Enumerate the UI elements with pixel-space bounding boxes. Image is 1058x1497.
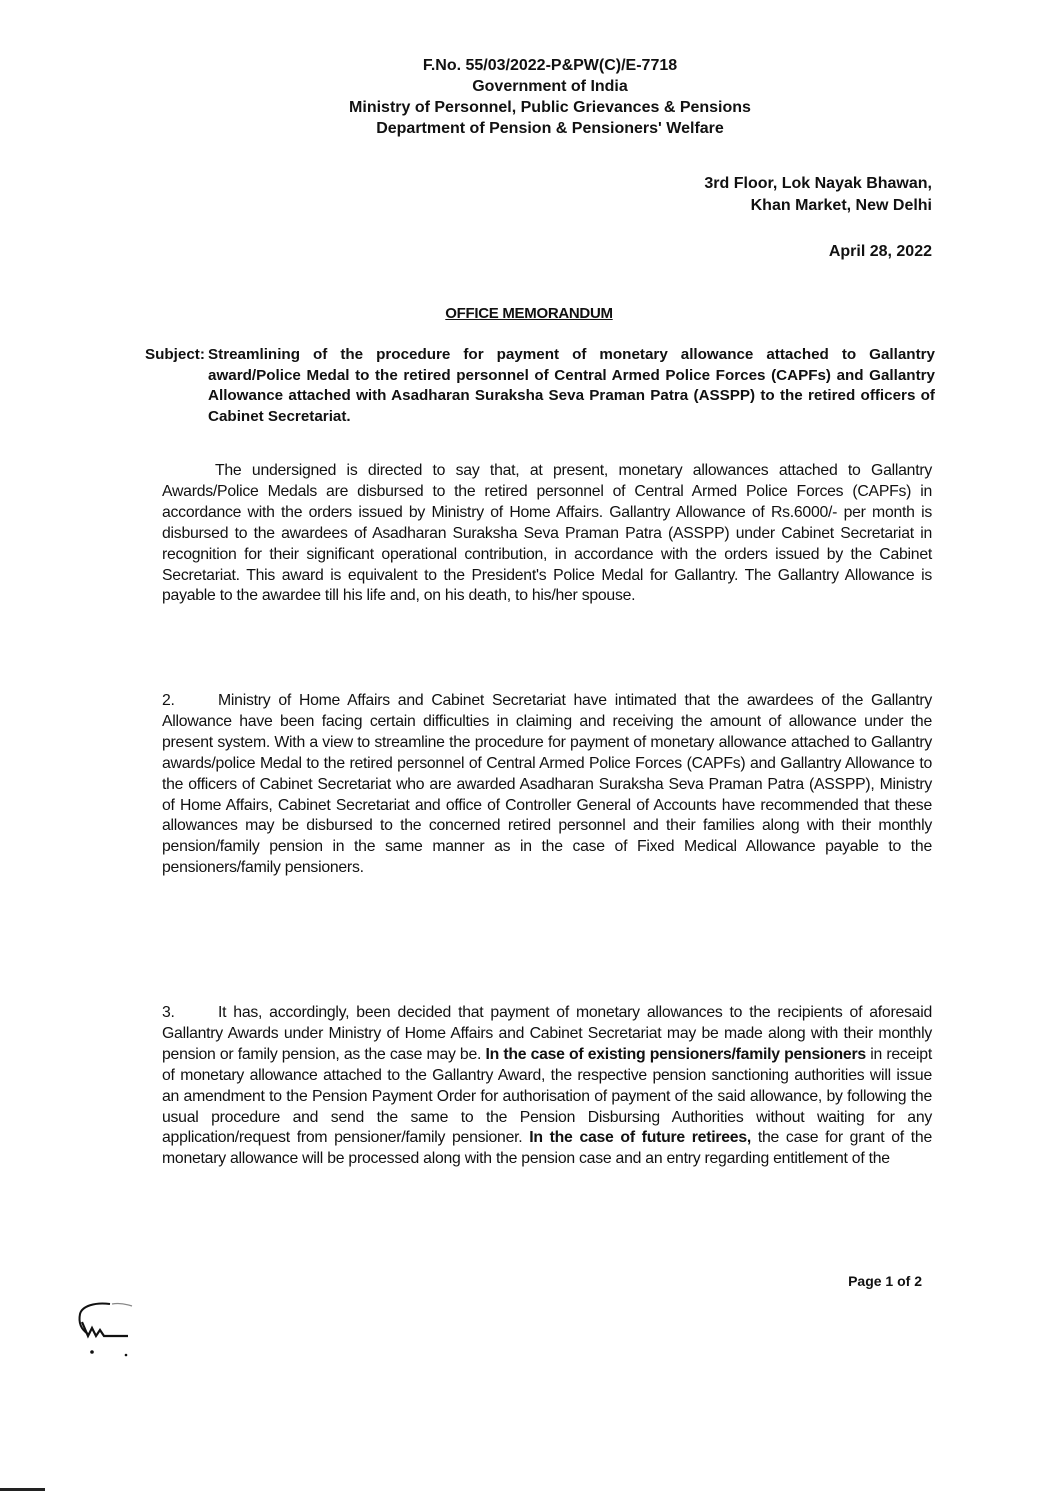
memo-title: OFFICE MEMORANDUM: [445, 305, 613, 322]
paragraph-3-text-a: It has, accordingly, been decided that payment of monetary allowances to the recipients of aforesaid Gallantry Awards under Ministry of Home Affairs and Cabinet Secretariat may be made along with their monthly pension or family pension, as the case may be.: [162, 1004, 932, 1063]
paragraph-3-text-b: in receipt of monetary allowance attached to the Gallantry Award, the respective pension sanctioning authorities will issue an amendment to the Pension Payment Order for authorisation of payment of the said allowance, by following the usual procedure and send the same to the Pension Disbursing Authorities without waiting for any application/request from pensioner/family pensioner.: [162, 1045, 932, 1147]
handwritten-initials-icon: [70, 1300, 150, 1380]
subject-label: Subject:: [145, 346, 205, 363]
scan-edge-mark: [0, 1488, 45, 1491]
office-address: [704, 173, 932, 217]
address-line-1: 3rd Floor, Lok Nayak Bhawan,: [704, 175, 932, 192]
subject-text: Streamlining of the procedure for payment of monetary allowance attached to Gallantry award/Police Medal to the retired personnel of Central Armed Police Forces (CAPFs) and Gallantry Allowance attached with Asadharan Suraksha Seva Praman Patra (ASSPP) to the retired officers of Cabinet Secretariat.: [208, 346, 935, 425]
government-name: Government of India: [472, 78, 628, 95]
paragraph-3-emphasis-future: In the case of future retirees,: [529, 1129, 752, 1147]
letterhead: [300, 55, 800, 139]
subject-block: [145, 345, 935, 427]
paragraph-3-number: 3.: [162, 1004, 175, 1021]
file-number: F.No. 55/03/2022-P&PW(C)/E-7718: [422, 57, 678, 74]
address-line-2: Khan Market, New Delhi: [750, 197, 932, 214]
paragraph-1-text: The undersigned is directed to say that, at present, monetary allowances attached to Gallantry Awards/Police Medals are disbursed to the retired personnel of Central Armed Police Forces (CAPFs) in accordance with the orders issued by Ministry of Home Affairs. Gallantry Allowance of Rs.6000/- per month is disbursed to the awardees of Asadharan Suraksha Seva Praman Patra (ASSPP) under Cabinet Secretariat in recognition for their significant operational contribution, in accordance with the orders issued by the Cabinet Secretariat. This award is equivalent to the President's Police Medal for Gallantry. The Gallantry Allowance is payable to the awardee till his life and, on his death, to his/her spouse.: [162, 462, 932, 605]
ministry-name: Ministry of Personnel, Public Grievances & Pensions: [349, 99, 751, 116]
paragraph-3: [162, 1003, 932, 1170]
memo-date: April 28, 2022: [828, 243, 932, 260]
paragraph-3-emphasis-existing: In the case of existing pensioners/family pensioners: [485, 1045, 866, 1063]
paragraph-2-text: Ministry of Home Affairs and Cabinet Secretariat have intimated that the awardees of the Gallantry Allowance have been facing certain difficulties in claiming and receiving the amount of allowance under the present system. With a view to streamline the procedure for payment of monetary allowance attached to Gallantry awards/police Medal to the retired personnel of Central Armed Police Forces (CAPFs) and Gallantry Allowance to the officers of Cabinet Secretariat who are awarded Asadharan Suraksha Seva Praman Patra (ASSPP), Ministry of Home Affairs, Cabinet Secretariat and office of Controller General of Accounts have recommended that these allowances may be disbursed to the concerned retired personnel and their families along with their monthly pension/family pension in the same manner as in the case of Fixed Medical Allowance payable to the pensioners/family pensioners.: [162, 692, 932, 877]
page-number: Page 1 of 2: [848, 1273, 922, 1289]
paragraph-1: [162, 461, 932, 607]
paragraph-2-number: 2.: [162, 692, 175, 709]
paragraph-2: [162, 691, 932, 879]
department-name: Department of Pension & Pensioners' Welfare: [376, 120, 724, 137]
paragraph-3-text-c: the case for grant of the monetary allowance will be processed along with the pension case and an entry regarding entitlement of the: [162, 1129, 933, 1168]
